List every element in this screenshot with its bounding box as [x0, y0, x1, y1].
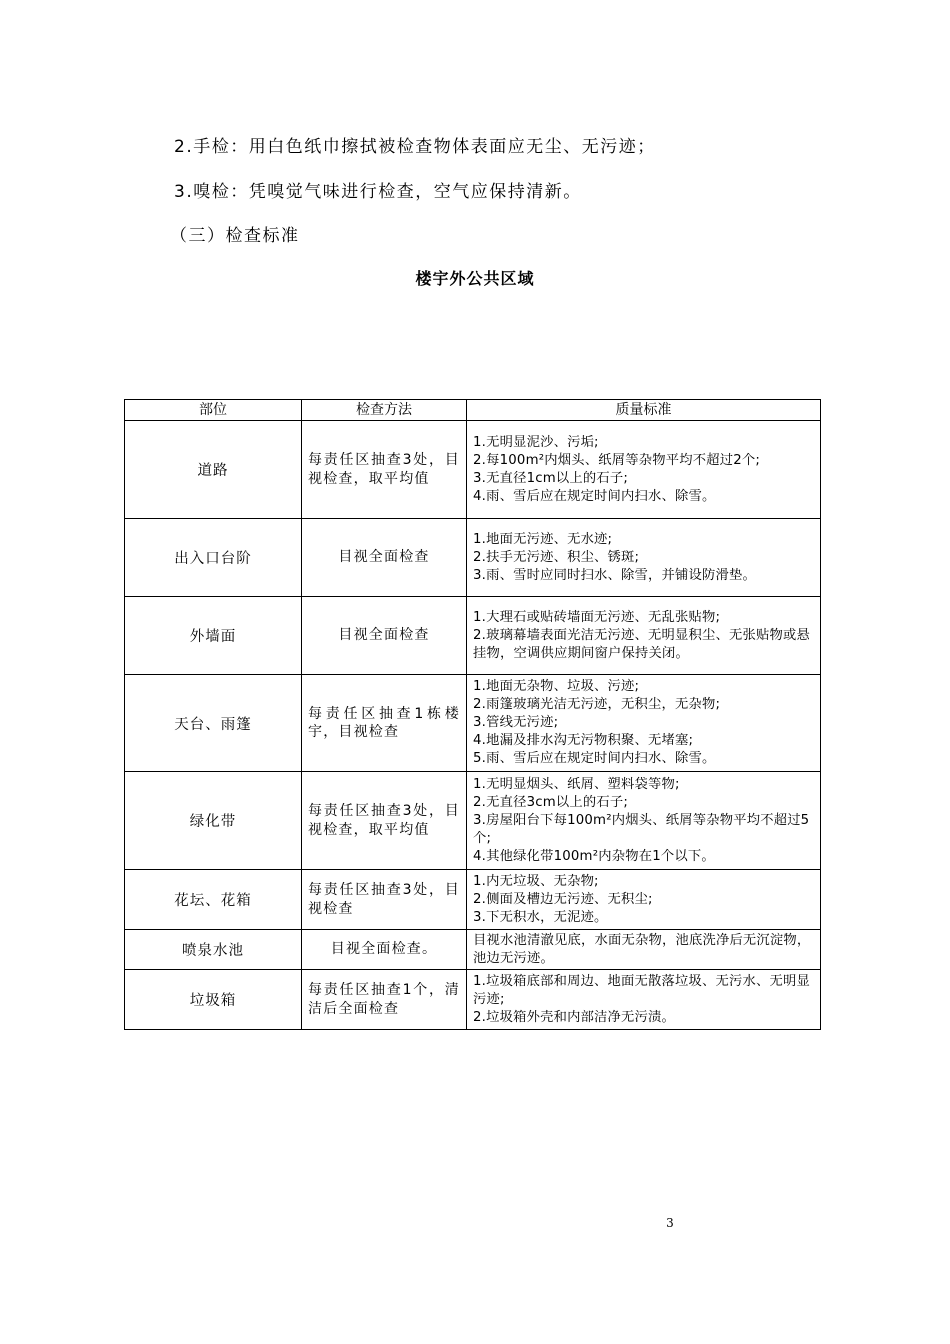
- row-method: 目视全面检查: [302, 519, 467, 597]
- header-standard: 质量标准: [467, 400, 821, 421]
- row-part: 外墙面: [125, 597, 302, 675]
- standard-item: 1.无明显烟头、纸屑、塑料袋等物;: [473, 776, 680, 792]
- row-standards: [467, 519, 821, 597]
- row-standards: [467, 930, 821, 970]
- row-standards: [467, 597, 821, 675]
- row-standards: [467, 870, 821, 930]
- table-row: [125, 597, 821, 675]
- section-title: 楼宇外公共区域: [415, 269, 535, 288]
- standard-item: 2.扶手无污迹、积尘、锈斑;: [473, 549, 640, 565]
- inspection-standards-table: [124, 399, 821, 1030]
- header-method: 检查方法: [302, 400, 467, 421]
- standard-item: 1.内无垃圾、无杂物;: [473, 873, 599, 889]
- table-row: [125, 675, 821, 772]
- standard-item: 1.无明显泥沙、污垢;: [473, 434, 599, 450]
- table-row: [125, 870, 821, 930]
- standard-item: 1.大理石或贴砖墙面无污迹、无乱张贴物;: [473, 609, 721, 625]
- header-part: 部位: [125, 400, 302, 421]
- row-method: 目视全面检查: [302, 597, 467, 675]
- row-method: 每责任区抽查1栋楼宇，目视检查: [302, 675, 467, 772]
- standard-item: 目视水池清澈见底，水面无杂物，池底洗净后无沉淀物，池边无污迹。: [473, 932, 811, 966]
- row-standards: [467, 970, 821, 1030]
- standard-item: 2.每100m²内烟头、纸屑等杂物平均不超过2个;: [473, 452, 761, 468]
- standard-item: 1.地面无污迹、无水迹;: [473, 531, 613, 547]
- standard-item: 4.地漏及排水沟无污物积聚、无堵塞;: [473, 733, 694, 748]
- table-row: [125, 519, 821, 597]
- table-header-row: [125, 400, 821, 421]
- row-part: 绿化带: [125, 772, 302, 870]
- standard-item: 3.管线无污迹;: [473, 715, 559, 730]
- standard-item: 3.无直径1cm以上的石子;: [473, 470, 629, 486]
- standard-item: 1.地面无杂物、垃圾、污迹;: [473, 679, 640, 694]
- standard-item: 3.雨、雪时应同时扫水、除雪，并铺设防滑垫。: [473, 567, 757, 583]
- table-row: [125, 772, 821, 870]
- table-row: [125, 421, 821, 519]
- standard-item: 2.雨篷玻璃光洁无污迹，无积尘，无杂物;: [473, 697, 721, 712]
- row-part: 道路: [125, 421, 302, 519]
- standard-item: 4.其他绿化带100m²内杂物在1个以下。: [473, 848, 715, 864]
- row-part: 喷泉水池: [125, 930, 302, 970]
- row-standards: [467, 421, 821, 519]
- table-row: [125, 930, 821, 970]
- row-part: 垃圾箱: [125, 970, 302, 1030]
- row-standards: [467, 772, 821, 870]
- standard-item: 3.房屋阳台下每100m²内烟头、纸屑等杂物平均不超过5个;: [473, 812, 810, 846]
- paragraph-hand-check: 2.手检：用白色纸巾擦拭被检查物体表面应无尘、无污迹；: [174, 137, 656, 157]
- standard-item: 4.雨、雪后应在规定时间内扫水、除雪。: [473, 488, 716, 504]
- standard-item: 2.玻璃幕墙表面光洁无污迹、无明显积尘、无张贴物或悬挂物，空调供应期间窗户保持关闭。: [473, 627, 811, 661]
- standard-item: 5.雨、雪后应在规定时间内扫水、除雪。: [473, 751, 716, 766]
- row-method: 每责任区抽查1个，清洁后全面检查: [302, 970, 467, 1030]
- row-method: 每责任区抽查3处，目视检查，取平均值: [302, 772, 467, 870]
- row-method: 每责任区抽查3处，目视检查: [302, 870, 467, 930]
- standard-item: 1.垃圾箱底部和周边、地面无散落垃圾、无污水、无明显污迹;: [473, 973, 811, 1007]
- row-standards: [467, 675, 821, 772]
- page-number: 3: [666, 1216, 674, 1230]
- row-method: 每责任区抽查3处，目视检查，取平均值: [302, 421, 467, 519]
- table-row: [125, 970, 821, 1030]
- standard-item: 3.下无积水，无泥迹。: [473, 909, 608, 925]
- row-part: 出入口台阶: [125, 519, 302, 597]
- row-part: 花坛、花箱: [125, 870, 302, 930]
- row-method: 目视全面检查。: [302, 930, 467, 970]
- row-part: 天台、雨篷: [125, 675, 302, 772]
- standard-item: 2.垃圾箱外壳和内部洁净无污渍。: [473, 1009, 676, 1025]
- paragraph-smell-check: 3.嗅检：凭嗅觉气味进行检查，空气应保持清新。: [174, 182, 582, 202]
- subheading: （三）检查标准: [170, 226, 300, 246]
- standard-item: 2.无直径3cm以上的石子;: [473, 794, 629, 810]
- standard-item: 2.侧面及槽边无污迹、无积尘;: [473, 891, 653, 907]
